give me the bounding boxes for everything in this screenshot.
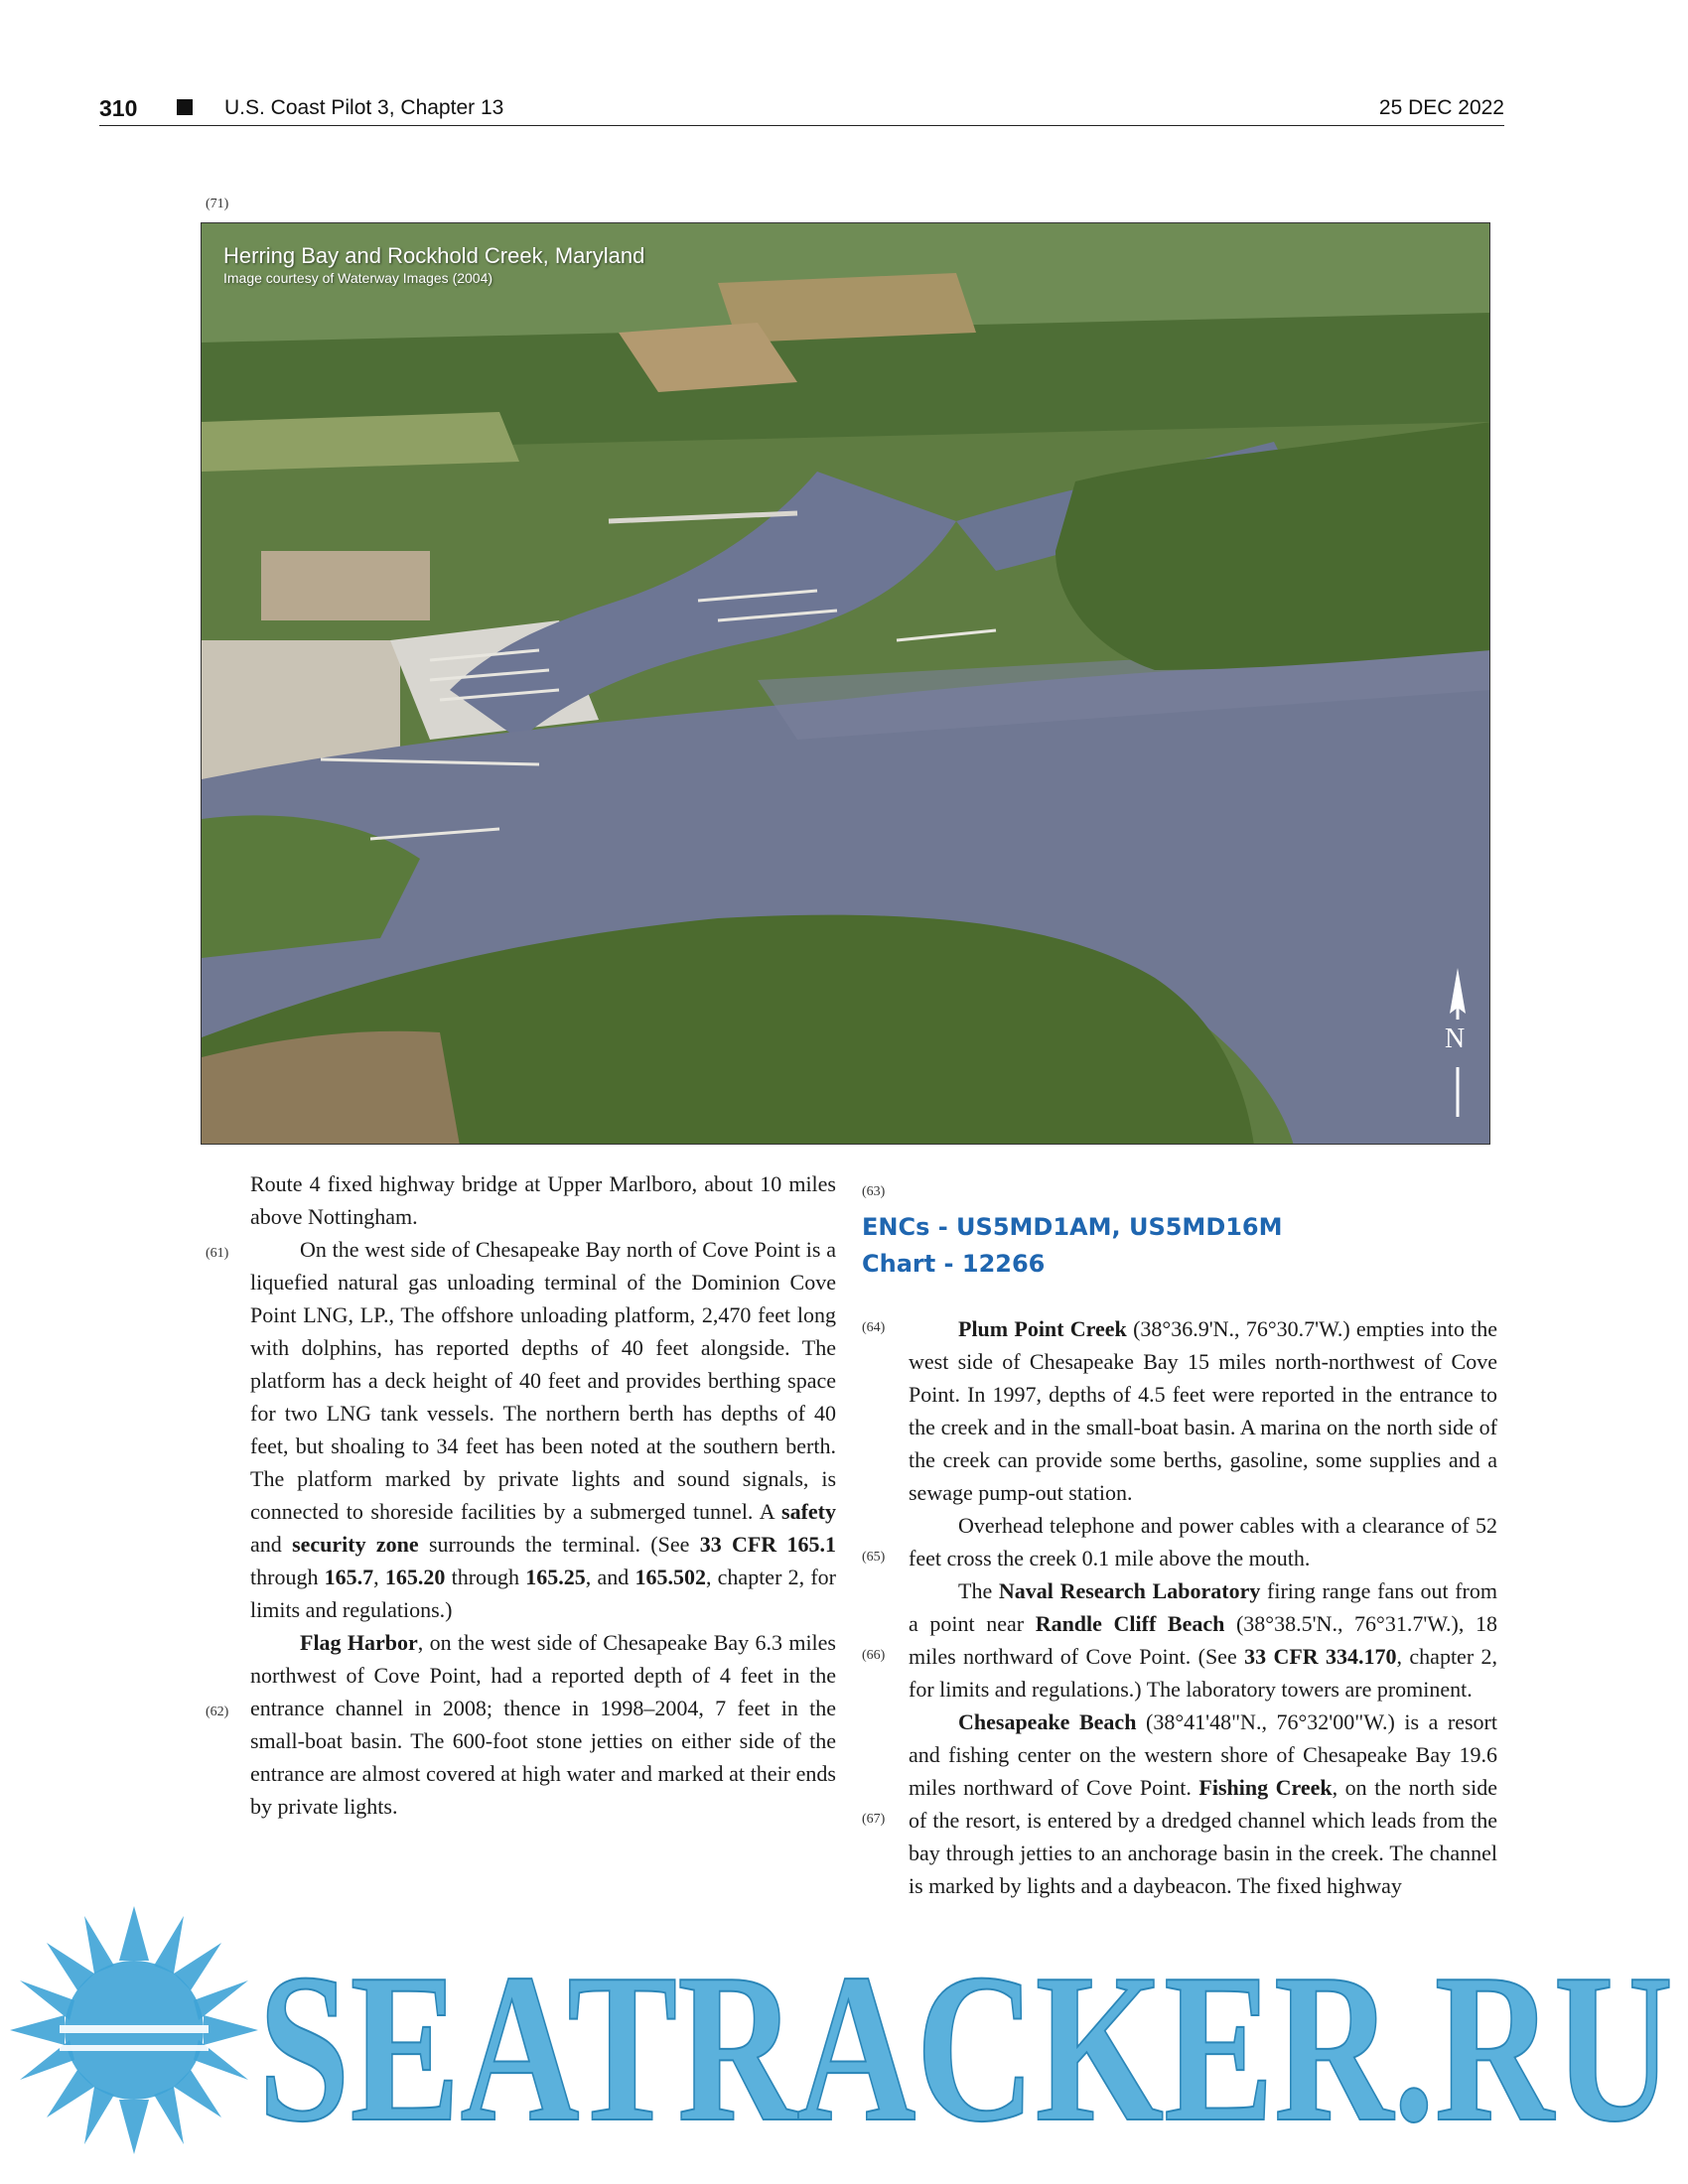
header-title: U.S. Coast Pilot 3, Chapter 13: [224, 96, 504, 119]
running-header: [99, 95, 1504, 129]
para-number-61: (61): [206, 1246, 229, 1261]
chart-number-heading: Chart - 12266: [862, 1250, 1046, 1278]
paragraph-67: Chesapeake Beach (38°41'48"N., 76°32'00"W.) is a resort and fishing center on the western shore of Chesapeake Bay 19.6 miles northward of Cove Point. Fishing Creek, on the north side of the resort, is entered by a dredged channel which leads from the bay through jetties to an anchorage basin in the creek. The channel is marked by lights and a daybeacon. The fixed highway: [909, 1709, 1497, 1898]
enc-heading: ENCs - US5MD1AM, US5MD16M: [862, 1213, 1283, 1241]
para-number-66: (66): [862, 1648, 886, 1663]
watermark-text: SEATRACKER.RU: [258, 1929, 1673, 2166]
paragraph-61: On the west side of Chesapeake Bay north of Cove Point is a liquefied natural gas unloading terminal of the Dominion Cove Point LNG, LP., The offshore unloading platform, 2,470 feet long with dolphins, has reported depths of 40 feet alongside. The platform has a deck height of 40 feet and provides berthing space for two LNG tank vessels. The northern berth has depths of 40 feet, but shoaling to 34 feet has been noted at the southern berth. The platform marked by private lights and sound signals, is connected to shoreside facilities by a submerged tunnel. A safety and security zone surrounds the terminal. (See 33 CFR 165.1 through 165.7, 165.20 through 165.25, and 165.502, chapter 2, for limits and regulations.): [250, 1237, 836, 1622]
page-number: 310: [99, 95, 138, 121]
para-number-67: (67): [862, 1812, 886, 1827]
photo-caption-credit: Image courtesy of Waterway Images (2004): [223, 270, 493, 286]
para-number-64: (64): [862, 1320, 886, 1335]
right-column: [909, 1312, 1497, 1902]
seatracker-watermark: [0, 1866, 1688, 2184]
paragraph-continuation: Route 4 fixed highway bridge at Upper Marlboro, about 10 miles above Nottingham.: [250, 1171, 836, 1229]
paragraph-66: The Naval Research Laboratory firing range fans out from a point near Randle Cliff Beach (38°38.5'N., 76°31.7'W.), 18 miles northward of Cove Point. (See 33 CFR 334.170, chapter 2, for limits and regulations.) The laboratory towers are prominent.: [909, 1578, 1498, 1702]
figure-para-number: (71): [206, 197, 229, 211]
header-rule: [99, 125, 1504, 126]
paragraph-65: Overhead telephone and power cables with a clearance of 52 feet cross the creek 0.1 mile above the mouth.: [909, 1513, 1497, 1570]
aerial-photo-illustration: [202, 223, 1490, 1145]
header-square-icon: [177, 99, 193, 115]
sun-logo-icon: [10, 1906, 258, 2154]
para-number-65: (65): [862, 1550, 886, 1565]
para-number-62: (62): [206, 1705, 229, 1719]
paragraph-62: Flag Harbor, on the west side of Chesapeake Bay 6.3 miles northwest of Cove Point, had a reported depth of 4 feet in the entrance channel in 2008; thence in 1998–2004, 7 feet in the small-boat basin. The 600-foot stone jetties on either side of the entrance are almost covered at high water and marked at their ends by private lights.: [250, 1630, 836, 1819]
north-label: N: [1445, 1024, 1466, 1054]
header-date: 25 DEC 2022: [1378, 96, 1504, 119]
para-number-63: (63): [862, 1184, 886, 1199]
photo-caption-title: Herring Bay and Rockhold Creek, Maryland: [223, 243, 645, 268]
paragraph-64: Plum Point Creek (38°36.9'N., 76°30.7'W.) empties into the west side of Chesapeake Bay 15 miles north-northwest of Cove Point. In 1997, depths of 4.5 feet were reported in the entrance to the creek and in the small-boat basin. A marina on the north side of the creek can provide some berths, gasoline, some supplies and a sewage pump-out station.: [909, 1316, 1497, 1505]
aerial-photo: [201, 222, 1490, 1145]
north-arrow: [1438, 968, 1477, 1117]
chart-heading: [862, 1209, 1283, 1283]
left-column: [250, 1167, 836, 1823]
